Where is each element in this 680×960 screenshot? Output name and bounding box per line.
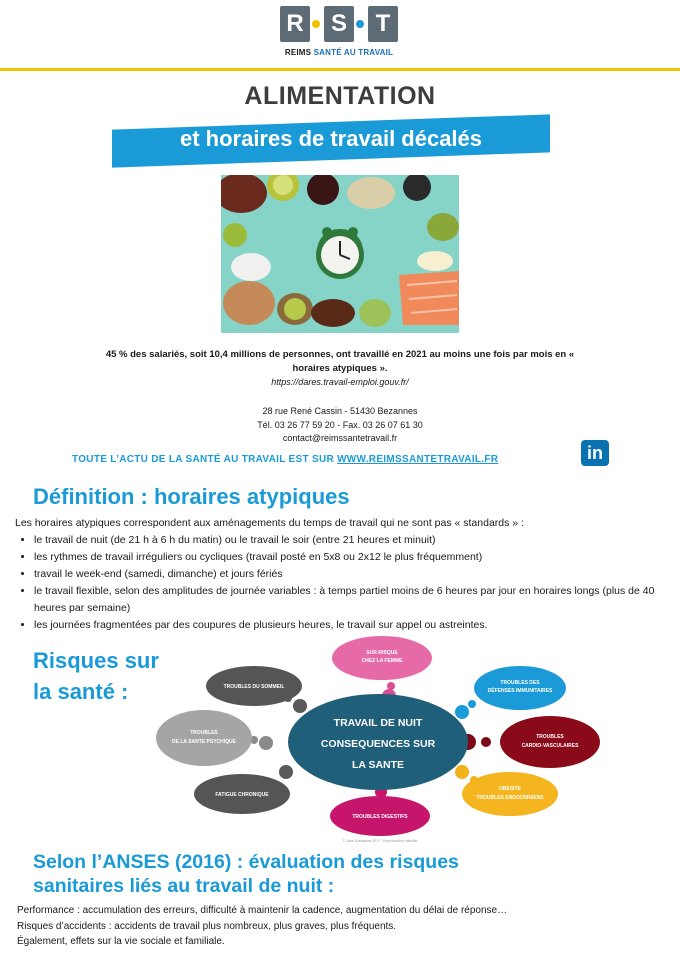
definition-intro: Les horaires atypiques correspondent aux aménagements du temps de travail qui ne sont pas « standards » : [15,517,524,529]
risks-mindmap [150,634,610,846]
bubble-femme [332,636,432,680]
list-item: • le travail flexible, selon des amplitudes de journée variables : à temps partiel moins de 6 heures par jour en horaires longs (plus de 40 heures par semaine) [34,583,680,617]
logo-letter-t: T [375,10,391,37]
bubble-digestifs [330,796,430,836]
bubble-fatigue-text: FATIGUE CHRONIQUE [215,792,269,798]
bubble-sommeil-text: TROUBLES DU SOMMEIL [223,684,285,690]
page-title: ALIMENTATION [244,82,436,110]
logo-tagline [276,48,402,57]
definition-list [20,532,680,634]
tagline-reims: REIMS [284,48,314,57]
list-item: • les rythmes de travail irréguliers ou cycliques (travail posté en 5x8 ou 2x12 le plus fréquemment) [34,549,680,566]
anses-line-accidents: Risques d’accidents : accidents de travail plus nombreux, plus graves, plus fréquents. [17,920,397,932]
logo-box-r [280,6,310,42]
bubble-femme-line2: CHEZ LA FEMME [361,658,403,664]
anses-line-performance: Performance : accumulation des erreurs, difficulté à maintenir la cadence, augmentation du délai de réponse… [17,905,508,916]
bubble-fatigue [194,774,290,814]
actu-banner [72,454,498,465]
linkedin-icon[interactable]: in [581,440,609,466]
source-link[interactable]: https://dares.travail-emploi.gouv.fr/ [271,377,409,387]
logo-letter-r: R [286,10,304,37]
tagline-sante: SANTÉ AU TRAVAIL [313,48,394,57]
bubble-sommeil [206,666,302,706]
risks-heading-line1: Risques sur [33,648,159,673]
logo-box-t [368,6,398,42]
health-risks-diagram [150,634,610,846]
address-email[interactable]: contact@reimssantetravail.fr [282,433,398,443]
anses-heading-line1: Selon l’ANSES (2016) : évaluation des risques [33,851,459,873]
center-line2: CONSEQUENCES SUR [320,738,436,750]
center-line3: LA SANTE [351,759,405,771]
risks-heading-line2: la santé : [33,679,129,704]
bubble-endo-line2: TROUBLES ENDOCRINIENS [476,795,544,801]
bubble-cardio-line1: TROUBLES [536,734,564,740]
food-clock-photo [221,175,459,333]
food-clock-illustration [221,175,459,333]
list-item: • les journées fragmentées par des coupures de plusieurs heures, le travail sur appel ou astreintes. [34,617,680,634]
bubble-femme-line1: SUR-RISQUE [366,650,398,656]
statistic-text: 45 % des salariés, soit 10,4 millions de personnes, ont travaillé en 2021 au moins une fois par mois en « horaires atypiques ». [105,349,575,374]
address-block [0,405,680,446]
bubble-immuno-line2: DÉFENSES IMMUNITAIRES [487,688,553,694]
bubble-endocrine [462,772,558,816]
address-phone: Tél. 03 26 77 59 20 - Fax. 03 26 07 61 30 [257,419,423,430]
bubble-psy-line2: DE LA SANTE PSYCHIQUE [172,739,236,745]
bubble-cardio [500,716,600,768]
anses-line-social: Également, effets sur la vie sociale et familiale. [17,936,225,947]
risks-heading [33,645,159,707]
website-link[interactable]: WWW.REIMSSANTETRAVAIL.FR [337,454,499,465]
anses-heading-line2: sanitaires liés au travail de nuit : [33,875,335,897]
logo-letter-s: S [330,10,347,37]
page-subtitle: et horaires de travail décalés [179,126,483,151]
logo-dot-yellow [312,20,320,28]
header-divider [0,68,680,71]
definition-heading: Définition : horaires atypiques [33,484,350,509]
rst-logo [276,6,402,62]
bubble-digestifs-text: TROUBLES DIGESTIFS [352,814,408,820]
bubble-cardio-line2: CARDIO-VASCULAIRES [521,743,579,749]
logo-dot-blue [356,20,364,28]
logo-box-s [324,6,354,42]
bubble-immuno [474,666,566,710]
center-line1: TRAVAIL DE NUIT [333,717,423,729]
list-item: • le travail de nuit (de 21 h à 6 h du matin) ou le travail le soir (entre 21 heures et minuit) [34,532,680,549]
bubble-immuno-line1: TROUBLES DES [500,680,540,686]
bubble-psy-line1: TROUBLES [190,730,218,736]
bubble-psy [156,710,252,766]
bubble-endo-line1: OBESITE [499,786,521,792]
anses-findings [17,903,667,950]
list-item: • travail le week-end (samedi, dimanche) et jours fériés [34,566,680,583]
address-street: 28 rue René Cassin - 51430 Bezannes [262,406,418,416]
diagram-credit: © Jane Gonsalves 2017 · Reproduction interdite [342,839,418,843]
anses-heading [33,850,653,898]
actu-text: TOUTE L’ACTU DE LA SANTÉ AU TRAVAIL EST SUR [72,454,338,465]
